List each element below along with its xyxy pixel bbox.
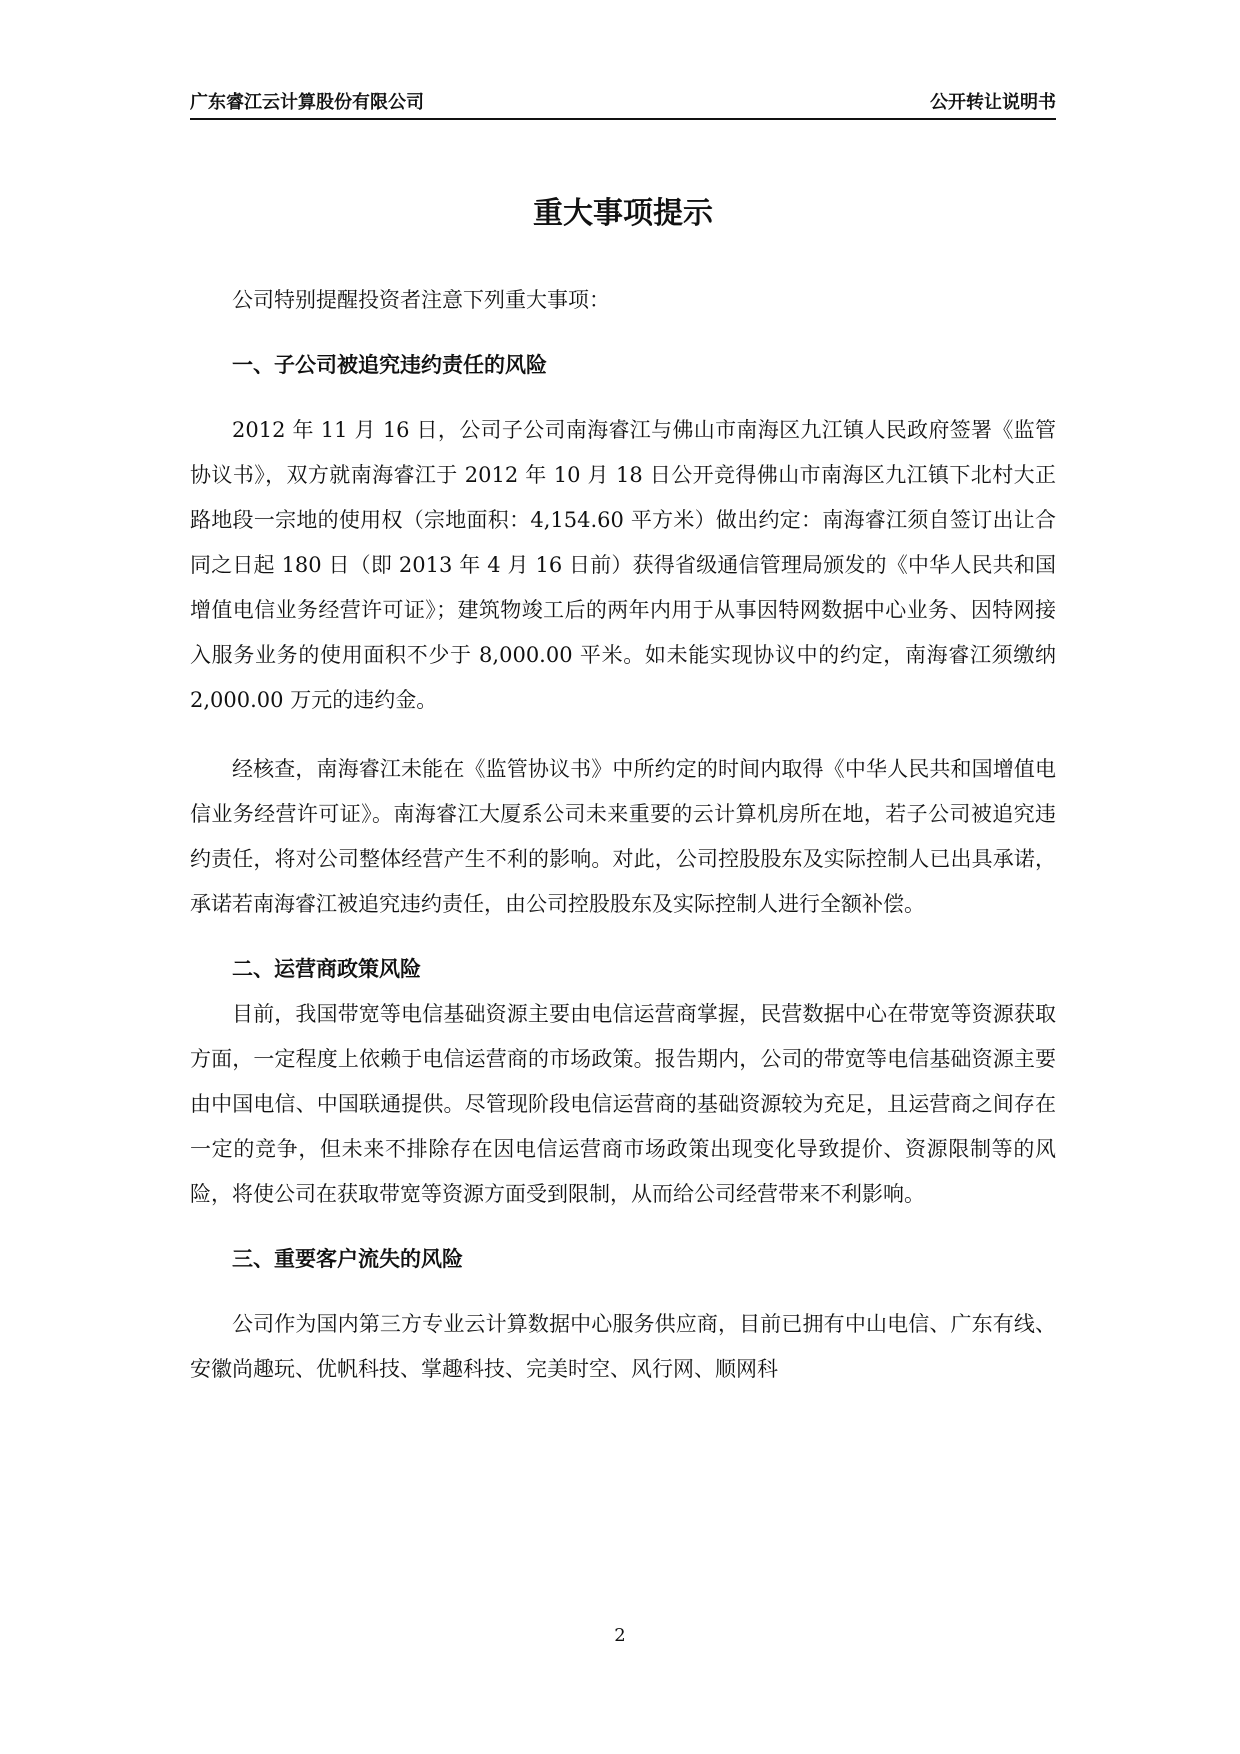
section-1-paragraph-2: 经核查，南海睿江未能在《监管协议书》中所约定的时间内取得《中华人民共和国增值电信业务经营许可证》。南海睿江大厦系公司未来重要的云计算机房所在地，若子公司被追究违约责任，将对公司整体经营产生不利的影响。对此，公司控股股东及实际控制人已出具承诺，承诺若南海睿江被追究违约责任，由公司控股股东及实际控制人进行全额补偿。 — [190, 757, 1056, 916]
document-body — [190, 278, 1056, 1392]
section-1-paragraph-1: 2012 年 11 月 16 日，公司子公司南海睿江与佛山市南海区九江镇人民政府签署《监管协议书》，双方就南海睿江于 2012 年 10 月 18 日公开竞得佛山市南海区九江镇下北村大正路地段一宗地的使用权（宗地面积：4,154.60 平方米）做出约定：南海睿江须自签订出让合同之日起 180 日（即 2013 年 4 月 16 日前）获得省级通信管理局颁发的《中华人民共和国增值电信业务经营许可证》；建筑物竣工后的两年内用于从事因特网数据中心业务、因特网接入服务业务的使用面积不少于 8,000.00 平米。如未能实现协议中的约定，南海睿江须缴纳 2,000.00 万元的违约金。 — [190, 418, 1056, 712]
section-2-heading: 二、运营商政策风险 — [232, 957, 421, 981]
page-number: 2 — [614, 1625, 626, 1646]
section-1-heading: 一、子公司被追究违约责任的风险 — [232, 353, 547, 377]
intro-paragraph: 公司特别提醒投资者注意下列重大事项： — [232, 288, 610, 312]
page-title: 重大事项提示 — [533, 196, 713, 231]
header-document-type: 公开转让说明书 — [930, 92, 1056, 113]
page-header — [190, 86, 1056, 120]
section-3-heading: 三、重要客户流失的风险 — [232, 1247, 463, 1271]
header-company-name: 广东睿江云计算股份有限公司 — [190, 92, 424, 113]
section-3-paragraph-1: 公司作为国内第三方专业云计算数据中心服务供应商，目前已拥有中山电信、广东有线、安徽尚趣玩、优帆科技、掌趣科技、完美时空、风行网、顺网科 — [190, 1312, 1056, 1381]
section-2-paragraph-1: 目前，我国带宽等电信基础资源主要由电信运营商掌握，民营数据中心在带宽等资源获取方面，一定程度上依赖于电信运营商的市场政策。报告期内，公司的带宽等电信基础资源主要由中国电信、中国联通提供。尽管现阶段电信运营商的基础资源较为充足，且运营商之间存在一定的竞争，但未来不排除存在因电信运营商市场政策出现变化导致提价、资源限制等的风险，将使公司在获取带宽等资源方面受到限制，从而给公司经营带来不利影响。 — [190, 1002, 1056, 1206]
